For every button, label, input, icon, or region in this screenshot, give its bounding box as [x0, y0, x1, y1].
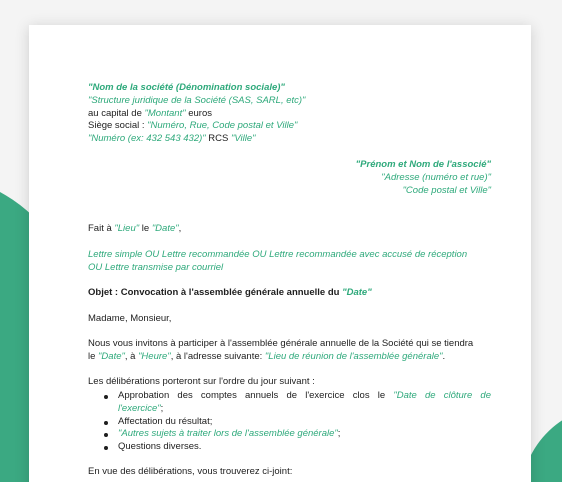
seat-address: "Numéro, Rue, Code postal et Ville": [147, 120, 298, 132]
made-at-end: ,: [178, 223, 182, 234]
made-at-middle: le: [139, 223, 152, 234]
rcs-city: "Ville": [231, 133, 256, 145]
agenda-item-3: [104, 428, 491, 441]
subject-label: Objet : Convocation à l'assemblée générale annuelle du: [88, 287, 343, 298]
capital-unit: euros: [185, 107, 212, 119]
salutation: Madame, Monsieur,: [88, 313, 172, 324]
capital-label: au capital de: [88, 107, 145, 119]
capital-amount: "Montant": [144, 107, 186, 119]
rcs-number: "Numéro (ex: 432 543 432)": [88, 133, 206, 145]
invitation-place: "Lieu de réunion de l'assemblée générale": [264, 350, 443, 362]
sender-block: [88, 82, 491, 146]
send-mode-line-2: OU Lettre transmise par courriel: [88, 261, 224, 273]
invitation-time: "Heure": [138, 350, 171, 362]
made-at-date: "Date": [151, 223, 179, 234]
letter-page: [29, 25, 531, 482]
company-seat: [88, 120, 491, 133]
place-date-line: [88, 223, 491, 236]
recipient-name: "Prénom et Nom de l'associé": [355, 159, 491, 170]
agenda-item-1-text: Approbation des comptes annuels de l'exercice clos le: [118, 390, 394, 401]
invitation-paragraph: [88, 338, 491, 364]
agenda-item-1-placeholder-a: "Date de clôture de: [393, 390, 491, 401]
agenda-item-1-placeholder-b: l'exercice": [118, 402, 161, 414]
agenda-item-3-placeholder: "Autres sujets à traiter lors de l'assemblée générale": [118, 428, 338, 440]
company-rcs: [88, 133, 491, 146]
send-mode-line-1: Lettre simple OU Lettre recommandée OU Lettre recommandée avec accusé de réception: [88, 249, 468, 260]
invitation-date: "Date": [98, 350, 125, 362]
agenda-item-2-text: Affectation du résultat;: [118, 415, 213, 427]
agenda-item-4: [104, 441, 491, 454]
agenda-item-1: [104, 390, 491, 416]
made-at-place: "Lieu": [114, 223, 140, 234]
rcs-label: RCS: [205, 133, 231, 145]
send-mode-block: [88, 249, 491, 275]
subject-date: "Date": [342, 287, 372, 298]
made-at-label: Fait à: [88, 223, 115, 234]
recipient-address: "Adresse (numéro et rue)": [381, 171, 491, 183]
subject-line: [88, 287, 491, 300]
agenda-list: [104, 390, 491, 454]
agenda-item-3-end: ;: [337, 428, 341, 440]
invitation-sep-2: , à l'adresse suivante:: [170, 350, 265, 362]
company-capital: [88, 108, 491, 121]
invitation-end: .: [442, 350, 446, 362]
company-structure: "Structure juridique de la Société (SAS, SARL, etc)": [88, 94, 306, 106]
agenda-item-4-text: Questions diverses.: [118, 441, 202, 453]
agenda-item-1-line-2: [118, 403, 491, 416]
company-name: "Nom de la société (Dénomination sociale)": [88, 82, 285, 93]
invitation-sep-1: , à: [124, 350, 139, 362]
agenda-item-1-end: ;: [160, 402, 164, 414]
invitation-le: le: [88, 350, 99, 362]
recipient-block: [88, 159, 491, 197]
attachments-intro: En vue des délibérations, vous trouverez ci-joint:: [88, 466, 293, 477]
agenda-item-2: [104, 416, 491, 429]
agenda-intro: Les délibérations porteront sur l'ordre du jour suivant :: [88, 376, 315, 387]
invitation-line-1: Nous vous invitons à participer à l'assemblée générale annuelle de la Société qui se tiendra: [88, 338, 474, 349]
invitation-line-2: [88, 351, 491, 364]
agenda-item-1-line-1: [118, 390, 491, 403]
seat-label: Siège social :: [88, 120, 148, 132]
recipient-city: "Code postal et Ville": [402, 184, 491, 196]
